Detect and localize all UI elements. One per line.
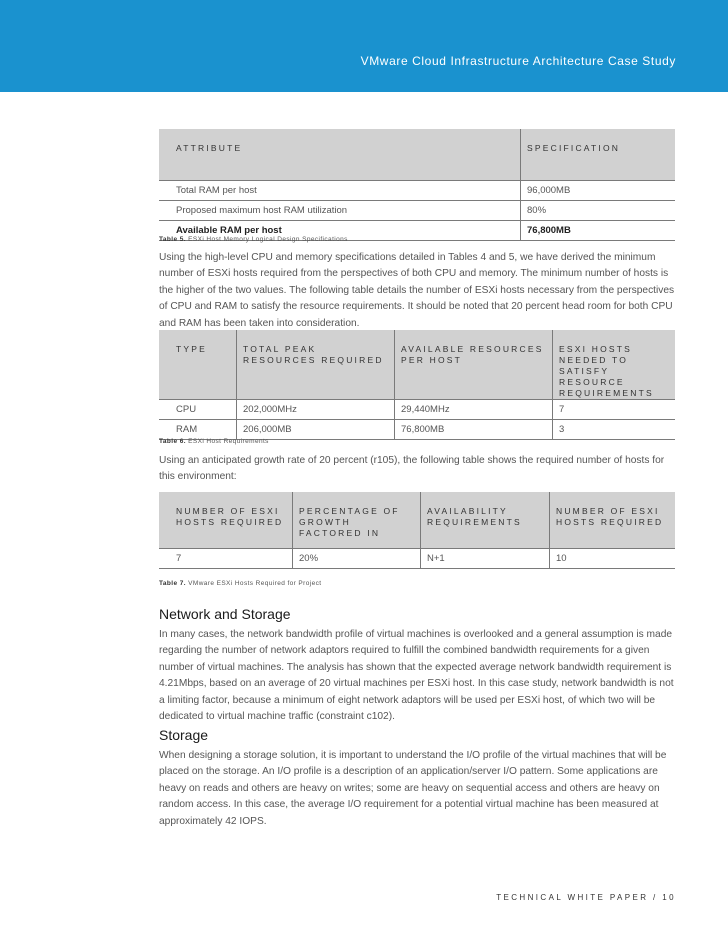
paragraph-intro: Using the high-level CPU and memory specifications detailed in Tables 4 and 5, we have derived the minimum number of ESXi hosts required from the perspectives of both CPU and memory. The minimum number of hosts is the higher of the two values. The following table details the number of ESXi hosts necessary from the perspectives of CPU and RAM to satisfy the resource requirements. It should be noted that 20 percent head room for both CPU and RAM has been taken into consideration. [159, 252, 675, 329]
table-row [159, 420, 675, 440]
paragraph-network: In many cases, the network bandwidth profile of virtual machines is overlooked and a general assumption is made regarding the number of network adaptors required to fulfill the combined bandwidth requirements for a given number of virtual machines. The analysis has shown that the expected average network bandwidth requirement is 4.21Mbps, based on an average of 20 virtual machines per ESXi host. In this case study, network bandwidth is not a limiting factor, because a minimum of eight network adaptors will be used per ESXi host, of which two will be dedicated to virtual machine traffic (constraint c102). [159, 629, 674, 723]
header-banner [0, 0, 728, 92]
table-7 [159, 492, 675, 569]
table-cell: RAM [159, 420, 237, 440]
section-heading-network: Network and Storage [159, 606, 291, 622]
table-row [159, 400, 675, 420]
table-6 [159, 330, 675, 440]
caption-text: VMware ESXi Hosts Required for Project [188, 580, 322, 587]
caption-text: ESXi Host Memory Logical Design Specifications [188, 236, 348, 243]
table7-caption [159, 580, 321, 587]
table-cell: 76,800MB [395, 420, 553, 440]
table-row [159, 201, 675, 221]
table-cell: 20% [293, 549, 421, 569]
table-cell: 7 [159, 549, 293, 569]
table-cell: 7 [553, 400, 676, 420]
table7-header-hosts: NUMBER OF ESXI HOSTS REQUIRED [159, 492, 293, 549]
table-cell: 206,000MB [237, 420, 395, 440]
table-cell: 202,000MHz [237, 400, 395, 420]
table-cell: 80% [521, 201, 676, 221]
table-cell: 29,440MHz [395, 400, 553, 420]
table6-header-hosts-needed: ESXI HOSTS NEEDED TO SATISFY RESOURCE REQUIREMENTS [553, 330, 676, 400]
table6-header-total-peak: TOTAL PEAK RESOURCES REQUIRED [237, 330, 395, 400]
caption-label: Table 5. [159, 236, 186, 243]
footer-page-label: TECHNICAL WHITE PAPER / 10 [496, 893, 676, 902]
table5-header-specification: SPECIFICATION [521, 129, 676, 181]
table-cell: 76,800MB [521, 221, 676, 241]
section-heading-storage: Storage [159, 727, 209, 743]
table-cell: N+1 [421, 549, 550, 569]
table-cell: CPU [159, 400, 237, 420]
table-cell: 10 [550, 549, 676, 569]
table-row [159, 549, 675, 569]
table7-header-growth: PERCENTAGE OF GROWTH FACTORED IN [293, 492, 421, 549]
table-cell: Proposed maximum host RAM utilization [159, 201, 521, 221]
caption-label: Table 7. [159, 580, 186, 587]
table7-header-hosts-required: NUMBER OF ESXI HOSTS REQUIRED [550, 492, 676, 549]
table7-header-availability: AVAILABILITY REQUIREMENTS [421, 492, 550, 549]
caption-label: Table 6. [159, 438, 186, 445]
table-cell: Available RAM per host [159, 221, 521, 241]
table5-caption [159, 236, 348, 243]
table6-header-available: AVAILABLE RESOURCES PER HOST [395, 330, 553, 400]
table-cell: 96,000MB [521, 181, 676, 201]
document-title: VMware Cloud Infrastructure Architecture Case Study [360, 54, 676, 68]
table6-header-type: TYPE [159, 330, 237, 400]
table-5 [159, 129, 675, 241]
paragraph-growth: Using an anticipated growth rate of 20 percent (r105), the following table shows the required number of hosts for this environment: [159, 455, 665, 483]
table-cell: 3 [553, 420, 676, 440]
table5-header-attribute: ATTRIBUTE [159, 129, 521, 181]
table-row [159, 181, 675, 201]
table-cell: Total RAM per host [159, 181, 521, 201]
paragraph-storage: When designing a storage solution, it is important to understand the I/O profile of the virtual machines that will be placed on the storage. An I/O profile is a description of an application/server I/O pattern. Some applications are heavy on reads and others are heavy on writes; some are heavy on sequential access and others are heavy on random access. In this case, the average I/O requirement for a potential virtual machine has been measured at approximately 42 IOPS. [159, 750, 667, 827]
caption-text: ESXi Host Requirements [188, 438, 269, 445]
table6-caption [159, 438, 269, 445]
